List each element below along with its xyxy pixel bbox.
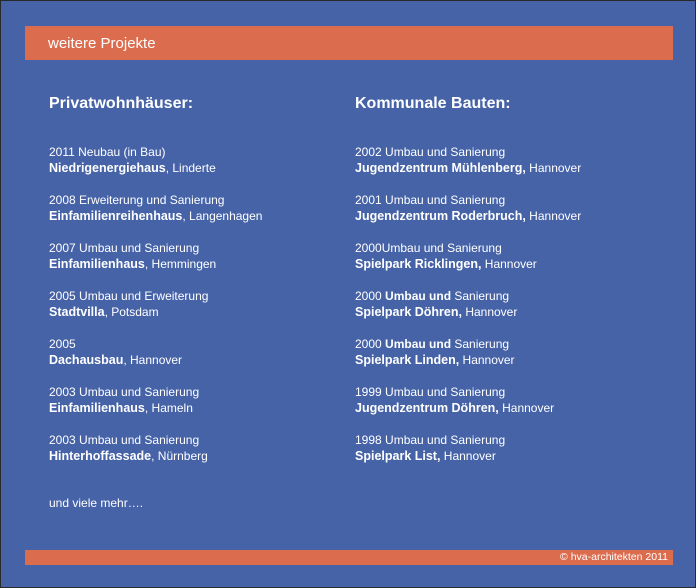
project-name-text: Spielpark List, xyxy=(355,449,441,463)
project-name-text: Dachausbau xyxy=(49,353,124,367)
project-name-text: Jugendzentrum Mühlenberg, xyxy=(355,161,526,175)
project-text: 2000Umbau und Sanierung xyxy=(355,241,502,255)
project-name-text: Spielpark Ricklingen, xyxy=(355,257,482,271)
project-entry xyxy=(49,144,339,192)
project-text: 2000 xyxy=(355,337,386,351)
project-title xyxy=(355,352,675,368)
project-title xyxy=(355,400,675,416)
project-title xyxy=(49,304,339,320)
project-text: , Linderte xyxy=(165,161,216,175)
project-text: Sanierung xyxy=(451,289,510,303)
project-entry xyxy=(355,144,675,192)
project-name-text: Spielpark Döhren, xyxy=(355,305,462,319)
municipal-buildings-list xyxy=(355,144,675,480)
more-projects-note: und viele mehr…. xyxy=(49,496,144,510)
project-description xyxy=(355,288,675,304)
project-text: 2000 xyxy=(355,289,386,303)
project-title xyxy=(355,208,675,224)
project-entry xyxy=(355,288,675,336)
project-description xyxy=(355,192,675,208)
project-text: Hannover xyxy=(498,401,555,415)
project-text: Sanierung xyxy=(451,337,510,351)
project-name-text: Stadtvilla xyxy=(49,305,105,319)
project-description xyxy=(49,432,339,448)
project-name-text: Jugendzentrum Roderbruch, xyxy=(355,209,526,223)
page-title: weitere Projekte xyxy=(48,35,156,52)
project-title xyxy=(49,448,339,464)
municipal-buildings-column xyxy=(355,94,675,480)
project-title xyxy=(355,256,675,272)
project-text: , Potsdam xyxy=(104,305,159,319)
project-text: Hannover xyxy=(481,257,537,271)
project-description xyxy=(49,336,339,352)
project-description xyxy=(49,384,339,400)
private-homes-list xyxy=(49,144,339,480)
project-text: , Nürnberg xyxy=(151,449,208,463)
project-description xyxy=(49,240,339,256)
project-text: Hannover xyxy=(440,449,496,463)
project-entry xyxy=(355,240,675,288)
project-text: 2003 Umbau und Sanierung xyxy=(49,385,200,399)
project-description xyxy=(49,192,339,208)
project-title xyxy=(49,160,339,176)
project-text: 2002 Umbau und Sanierung xyxy=(355,145,506,159)
project-text: 2008 Erweiterung und Sanierung xyxy=(49,193,225,207)
project-title xyxy=(49,208,339,224)
project-text: 2005 xyxy=(49,337,76,351)
project-title xyxy=(355,448,675,464)
project-title xyxy=(49,256,339,272)
project-description xyxy=(355,336,675,352)
project-entry xyxy=(355,192,675,240)
private-homes-column xyxy=(49,94,339,480)
project-name-text: Einfamilienhaus xyxy=(49,401,145,415)
project-description xyxy=(355,384,675,400)
project-text: 2005 Umbau und Erweiterung xyxy=(49,289,209,303)
project-text: Hannover xyxy=(525,209,582,223)
project-text: 2001 Umbau und Sanierung xyxy=(355,193,506,207)
project-title xyxy=(355,304,675,320)
project-text: Hannover xyxy=(459,353,515,367)
project-entry xyxy=(355,432,675,480)
project-text: 1998 Umbau und Sanierung xyxy=(355,433,506,447)
project-text: , Hemmingen xyxy=(144,257,217,271)
project-name-text: Umbau und xyxy=(385,337,452,351)
project-entry xyxy=(49,288,339,336)
project-name-text: Spielpark Linden, xyxy=(355,353,460,367)
project-text: 2011 Neubau (in Bau) xyxy=(49,145,166,159)
project-entry xyxy=(49,240,339,288)
project-name-text: Einfamilienhaus xyxy=(49,257,145,271)
project-entry xyxy=(355,384,675,432)
project-name-text: Niedrigenergiehaus xyxy=(49,161,166,175)
project-title xyxy=(355,160,675,176)
project-title xyxy=(49,400,339,416)
project-text: 2007 Umbau und Sanierung xyxy=(49,241,200,255)
project-entry xyxy=(355,336,675,384)
project-description xyxy=(49,144,339,160)
project-entry xyxy=(49,336,339,384)
project-text: Hannover xyxy=(525,161,582,175)
project-name-text: Jugendzentrum Döhren, xyxy=(355,401,499,415)
project-text: 1999 Umbau und Sanierung xyxy=(355,385,506,399)
project-text: , Langenhagen xyxy=(182,209,263,223)
header-bar xyxy=(25,26,673,60)
copyright-text: © hva-architekten 2011 xyxy=(560,551,668,563)
project-text: , Hannover xyxy=(123,353,183,367)
project-description xyxy=(49,288,339,304)
municipal-buildings-heading: Kommunale Bauten: xyxy=(355,95,511,112)
project-entry xyxy=(49,432,339,480)
project-entry xyxy=(49,384,339,432)
footer-bar xyxy=(25,550,673,565)
project-name-text: Umbau und xyxy=(385,289,452,303)
project-description xyxy=(355,432,675,448)
project-title xyxy=(49,352,339,368)
project-text: 2003 Umbau und Sanierung xyxy=(49,433,200,447)
project-name-text: Einfamilienreihenhaus xyxy=(49,209,183,223)
project-text: , Hameln xyxy=(144,401,193,415)
project-description xyxy=(355,240,675,256)
private-homes-heading: Privatwohnhäuser: xyxy=(49,95,194,112)
project-description xyxy=(355,144,675,160)
project-name-text: Hinterhoffassade xyxy=(49,449,152,463)
project-entry xyxy=(49,192,339,240)
project-text: Hannover xyxy=(461,305,518,319)
